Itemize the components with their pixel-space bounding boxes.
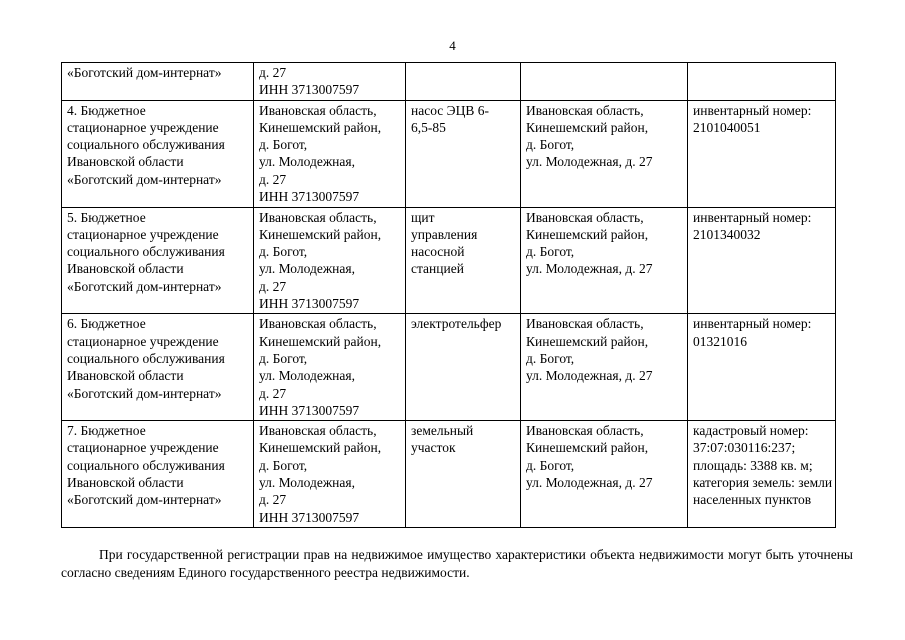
table-row bbox=[62, 421, 836, 528]
cell-line: 01321016 bbox=[693, 333, 747, 349]
location-cell bbox=[521, 421, 688, 528]
cell-line: электротельфер bbox=[411, 316, 502, 332]
name-cell bbox=[406, 421, 521, 528]
cell-line: 2101340032 bbox=[693, 226, 761, 242]
cell-line: д. Богот, bbox=[259, 457, 308, 473]
cell-line: д. Богот, bbox=[259, 244, 308, 260]
cell-line: Ивановской области bbox=[67, 368, 184, 384]
identifier-cell bbox=[688, 100, 836, 207]
cell-line: Кинешемский район, bbox=[526, 119, 649, 135]
cell-line: 5. Бюджетное bbox=[67, 209, 146, 225]
org-cell bbox=[62, 100, 254, 207]
cell-line: д. Богот, bbox=[259, 137, 308, 153]
cell-line: земельный bbox=[411, 423, 474, 439]
cell-line: ИНН 3713007597 bbox=[259, 402, 360, 418]
cell-line: Ивановская область, bbox=[526, 102, 644, 118]
cell-line: 4. Бюджетное bbox=[67, 102, 146, 118]
cell-line: д. 27 bbox=[259, 65, 287, 80]
cell-line: ул. Молодежная, д. 27 bbox=[526, 368, 653, 384]
cell-line: ул. Молодежная, bbox=[259, 261, 355, 277]
cell-line: 2101040051 bbox=[693, 119, 761, 135]
table-row bbox=[62, 63, 836, 101]
cell-line: Ивановской области bbox=[67, 261, 184, 277]
location-cell bbox=[521, 63, 688, 101]
footer-paragraph: При государственной регистрации прав на недвижимое имущество характеристики объекта недвижимости могут быть уточнены согласно сведениям Единого государственного реестра недвижимости. bbox=[61, 546, 853, 580]
cell-line: управления bbox=[411, 226, 478, 242]
org-cell bbox=[62, 207, 254, 314]
cell-line: ул. Молодежная, bbox=[259, 154, 355, 170]
cell-line: д. 27 bbox=[259, 171, 287, 187]
location-cell bbox=[521, 207, 688, 314]
cell-line: площадь: 3388 кв. м; bbox=[693, 457, 813, 473]
name-cell bbox=[406, 100, 521, 207]
identifier-cell bbox=[688, 421, 836, 528]
cell-line: «Боготский дом-интернат» bbox=[67, 278, 222, 294]
cell-line: Ивановской области bbox=[67, 154, 184, 170]
cell-line: Кинешемский район, bbox=[526, 440, 649, 456]
cell-line: станцией bbox=[411, 261, 464, 277]
cell-line: д. Богот, bbox=[526, 350, 575, 366]
cell-line: социального обслуживания bbox=[67, 457, 225, 473]
org-cell bbox=[62, 314, 254, 421]
cell-line: 6,5-85 bbox=[411, 119, 446, 135]
cell-line: ИНН 3713007597 bbox=[259, 189, 360, 205]
cell-line: ИНН 3713007597 bbox=[259, 296, 360, 312]
cell-line: стационарное учреждение bbox=[67, 440, 219, 456]
identifier-cell bbox=[688, 314, 836, 421]
identifier-cell bbox=[688, 207, 836, 314]
cell-line: Ивановская область, bbox=[259, 316, 377, 332]
location-cell bbox=[521, 314, 688, 421]
cell-line: инвентарный номер: bbox=[693, 316, 812, 332]
address-cell bbox=[254, 314, 406, 421]
cell-line: Ивановская область, bbox=[526, 209, 644, 225]
cell-line: социального обслуживания bbox=[67, 350, 225, 366]
cell-line: ИНН 3713007597 bbox=[259, 509, 360, 525]
cell-line: ул. Молодежная, bbox=[259, 368, 355, 384]
cell-line: «Боготский дом-интернат» bbox=[67, 492, 222, 508]
page-number: 4 bbox=[449, 38, 456, 53]
table-row bbox=[62, 314, 836, 421]
cell-line: Ивановская область, bbox=[526, 423, 644, 439]
cell-line: социального обслуживания bbox=[67, 244, 225, 260]
address-cell bbox=[254, 100, 406, 207]
cell-line: насосной bbox=[411, 244, 465, 260]
address-cell bbox=[254, 421, 406, 528]
cell-line: «Боготский дом-интернат» bbox=[67, 171, 222, 187]
org-cell bbox=[62, 421, 254, 528]
cell-line: стационарное учреждение bbox=[67, 119, 219, 135]
cell-line: ул. Молодежная, д. 27 bbox=[526, 154, 653, 170]
identifier-cell bbox=[688, 63, 836, 101]
cell-line: Ивановская область, bbox=[259, 102, 377, 118]
cell-line: стационарное учреждение bbox=[67, 333, 219, 349]
address-cell bbox=[254, 207, 406, 314]
cell-line: Кинешемский район, bbox=[259, 226, 382, 242]
cell-line: щит bbox=[411, 209, 435, 225]
table-row bbox=[62, 207, 836, 314]
cell-line: инвентарный номер: bbox=[693, 102, 812, 118]
cell-line: д. Богот, bbox=[526, 457, 575, 473]
cell-line: Кинешемский район, bbox=[259, 440, 382, 456]
cell-line: «Боготский дом-интернат» bbox=[67, 65, 222, 80]
cell-line: д. 27 bbox=[259, 278, 287, 294]
cell-line: д. Богот, bbox=[526, 137, 575, 153]
cell-line: кадастровый номер: bbox=[693, 423, 809, 439]
name-cell bbox=[406, 314, 521, 421]
cell-line: Кинешемский район, bbox=[526, 226, 649, 242]
cell-line: участок bbox=[411, 440, 456, 456]
cell-line: категория земель: земли bbox=[693, 475, 833, 491]
cell-line: Ивановской области bbox=[67, 475, 184, 491]
cell-line: д. 27 bbox=[259, 385, 287, 401]
org-cell bbox=[62, 63, 254, 101]
name-cell bbox=[406, 207, 521, 314]
cell-line: д. 27 bbox=[259, 492, 287, 508]
cell-line: стационарное учреждение bbox=[67, 226, 219, 242]
cell-line: социального обслуживания bbox=[67, 137, 225, 153]
property-table bbox=[61, 62, 836, 528]
cell-line: Ивановская область, bbox=[259, 209, 377, 225]
cell-line: д. Богот, bbox=[526, 244, 575, 260]
location-cell bbox=[521, 100, 688, 207]
cell-line: 7. Бюджетное bbox=[67, 423, 146, 439]
cell-line: «Боготский дом-интернат» bbox=[67, 385, 222, 401]
cell-line: 6. Бюджетное bbox=[67, 316, 146, 332]
cell-line: Кинешемский район, bbox=[526, 333, 649, 349]
cell-line: ул. Молодежная, д. 27 bbox=[526, 475, 653, 491]
cell-line: 37:07:030116:237; bbox=[693, 440, 796, 456]
cell-line: д. Богот, bbox=[259, 350, 308, 366]
cell-line: насос ЭЦВ 6- bbox=[411, 102, 489, 118]
name-cell bbox=[406, 63, 521, 101]
address-cell bbox=[254, 63, 406, 101]
cell-line: ИНН 3713007597 bbox=[259, 82, 360, 98]
cell-line: ул. Молодежная, д. 27 bbox=[526, 261, 653, 277]
cell-line: Кинешемский район, bbox=[259, 119, 382, 135]
cell-line: инвентарный номер: bbox=[693, 209, 812, 225]
table-row bbox=[62, 100, 836, 207]
cell-line: Ивановская область, bbox=[526, 316, 644, 332]
cell-line: ул. Молодежная, bbox=[259, 475, 355, 491]
cell-line: Кинешемский район, bbox=[259, 333, 382, 349]
cell-line: Ивановская область, bbox=[259, 423, 377, 439]
cell-line: населенных пунктов bbox=[693, 492, 812, 508]
